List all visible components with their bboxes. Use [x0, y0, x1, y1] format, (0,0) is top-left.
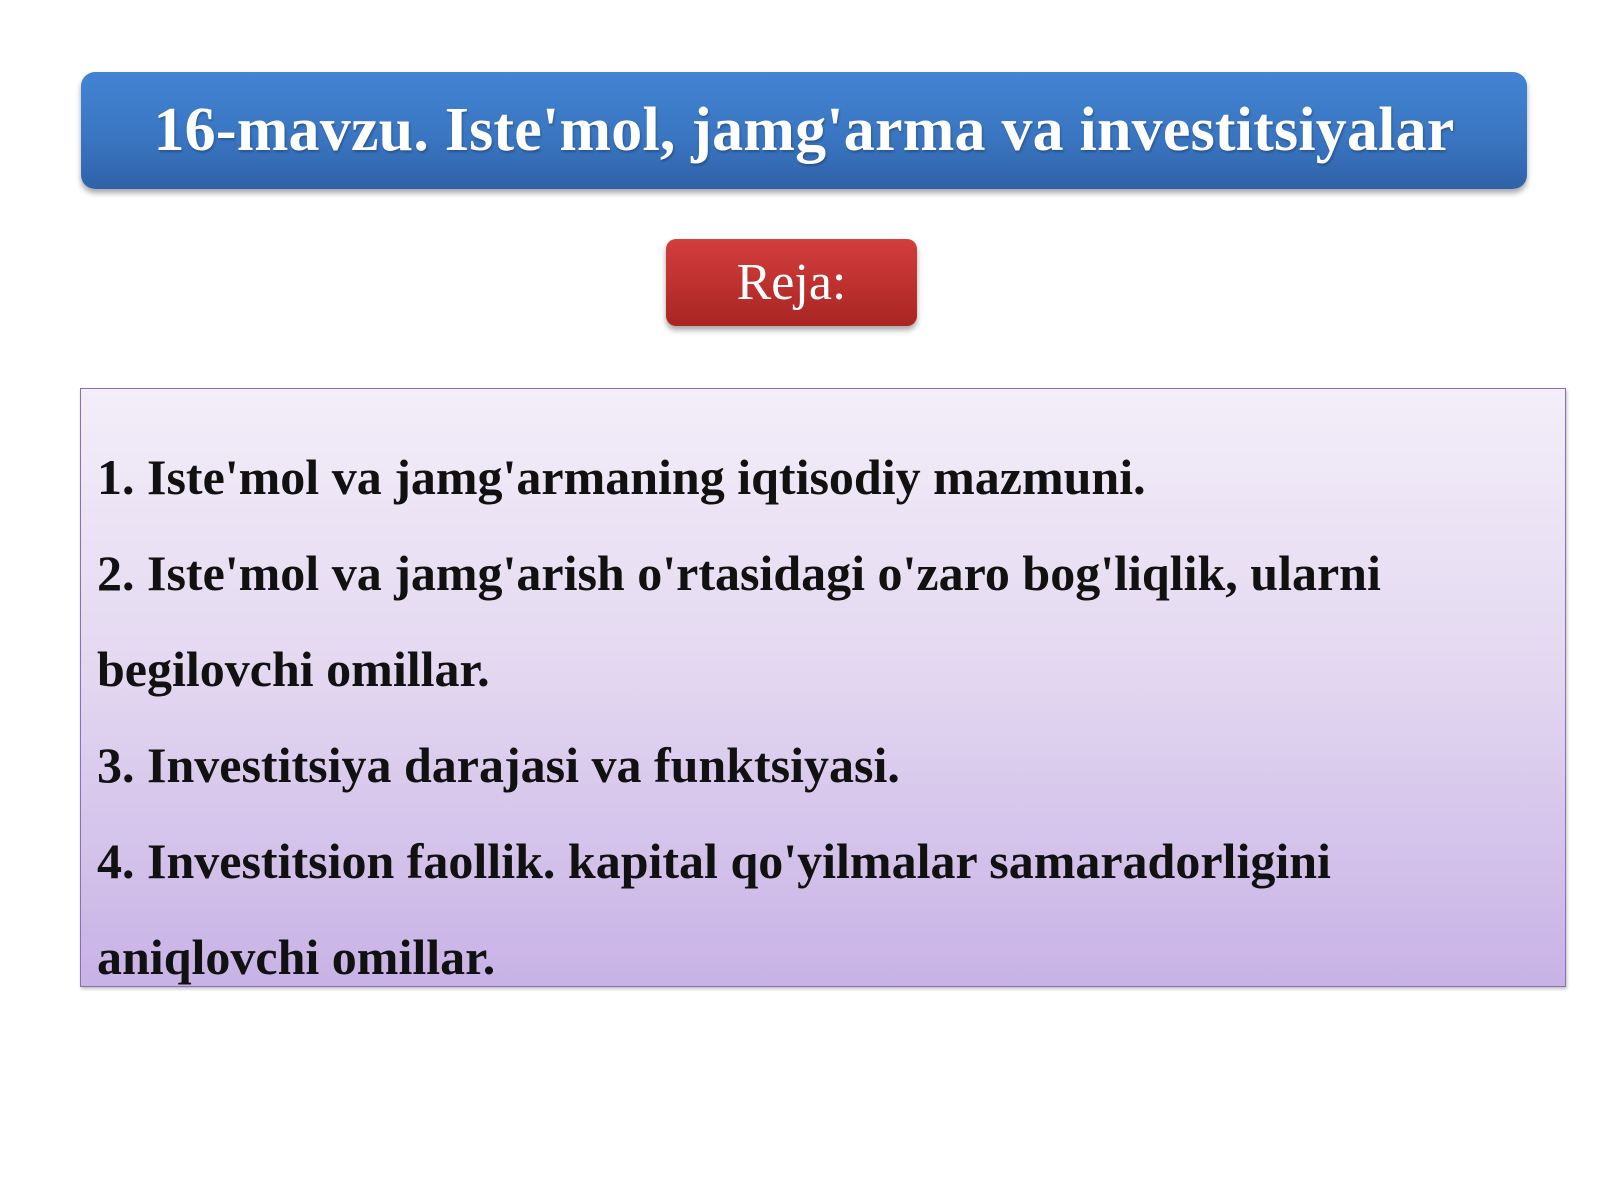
- plan-label: Reja:: [736, 254, 847, 311]
- plan-item-3: 3. Investitsiya darajasi va funktsiyasi.: [97, 737, 900, 793]
- plan-item-1: 1. Iste'mol va jamg'armaning iqtisodiy mazmuni.: [97, 449, 1146, 505]
- plan-item-4: 4. Investitsion faollik. kapital qo'yilmalar samaradorligini aniqlovchi omillar.: [97, 833, 1331, 985]
- title-banner: [81, 72, 1527, 189]
- plan-label-badge: [666, 239, 917, 326]
- plan-list: [97, 429, 1549, 1005]
- plan-box: [80, 388, 1566, 987]
- plan-item-2: 2. Iste'mol va jamg'arish o'rtasidagi o'zaro bog'liqlik, ularni begilovchi omillar.: [97, 545, 1381, 697]
- slide-title: 16-mavzu. Iste'mol, jamg'arma va investitsiyalar: [153, 96, 1455, 164]
